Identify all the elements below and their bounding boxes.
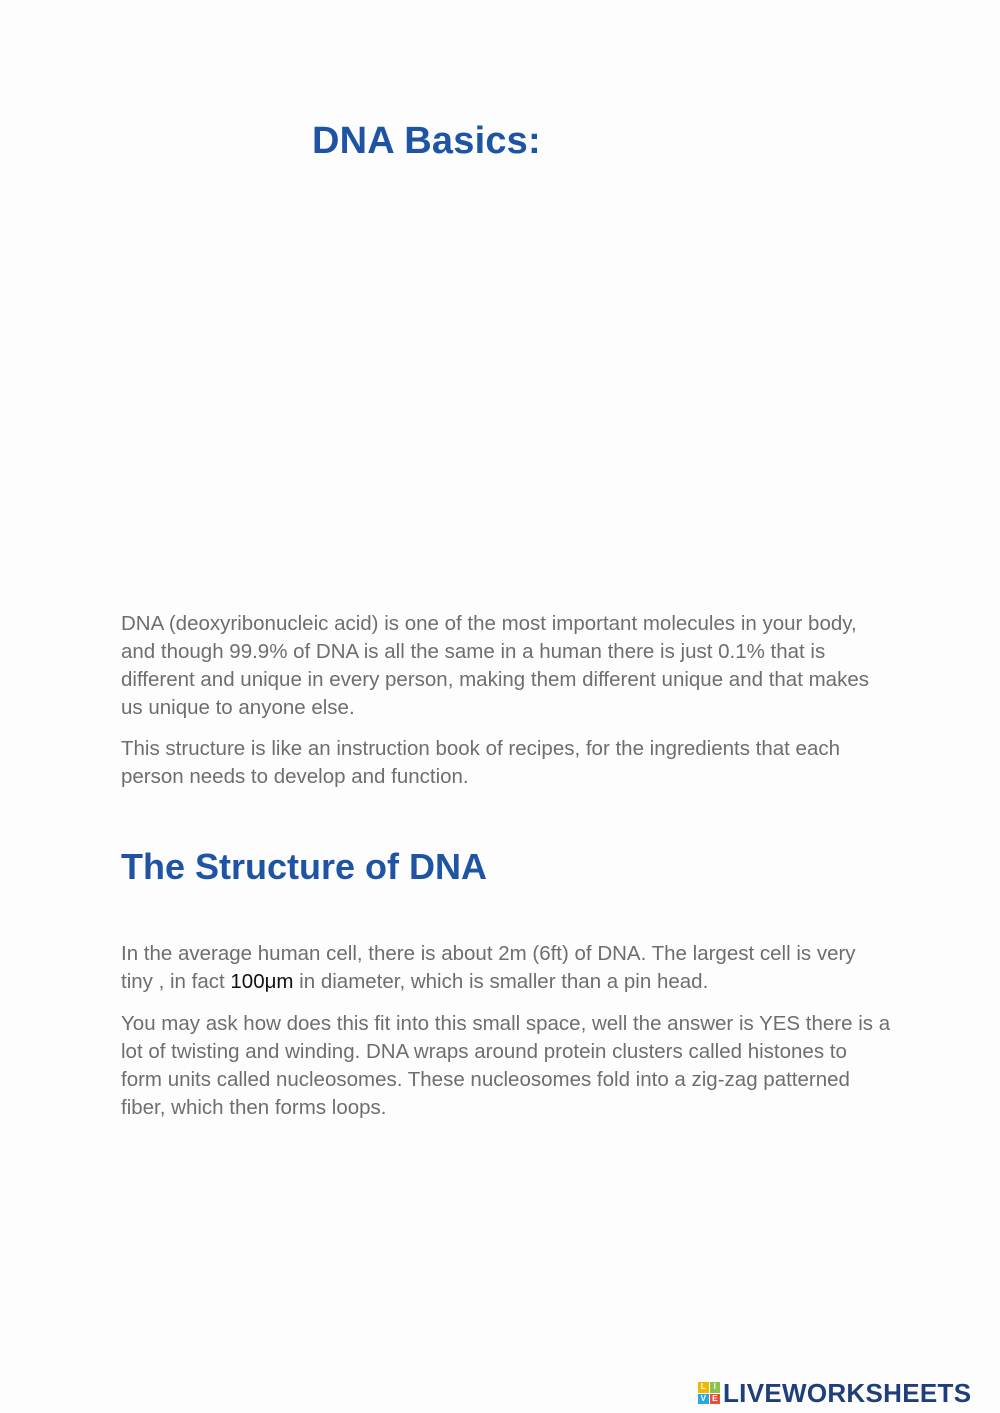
structure-paragraph-2: You may ask how does this fit into this small space, well the answer is YES there is a lot of twisting and winding. DNA wraps around protein clusters called histones to form units called nucleosomes. These nucleosomes fold into a zig-zag patterned fiber, which then forms loops. — [121, 1012, 891, 1119]
liveworksheets-logo-icon — [698, 1382, 720, 1404]
section-heading: The Structure of DNA — [121, 846, 488, 887]
cell-size-value: 100μm — [230, 970, 294, 993]
intro-paragraph-2: This structure is like an instruction book of recipes, for the ingredients that each person needs to develop and function. — [121, 737, 841, 788]
structure-paragraph-1-start: In the average human cell, there is about 2m (6ft) of DNA. The largest cell is very tiny , in fact — [121, 942, 856, 993]
brand-name: LIVEWORKSHEETS — [723, 1377, 972, 1408]
structure-paragraph-1 — [121, 940, 891, 996]
liveworksheets-brand — [698, 1378, 971, 1408]
logo-letter: E — [710, 1394, 721, 1405]
intro-paragraph-1: DNA (deoxyribonucleic acid) is one of the most important molecules in your body, and though 99.9% of DNA is all the same in a human there is just 0.1% that is different and unique in every person, making them different unique and that makes us unique to anyone else. — [121, 612, 869, 719]
logo-letter: L — [698, 1382, 709, 1393]
structure-paragraph-1-end: in diameter, which is smaller than a pin head. — [293, 970, 709, 993]
logo-letter: I — [710, 1382, 721, 1393]
page-title: DNA Basics: — [312, 120, 541, 162]
logo-letter: V — [698, 1394, 709, 1405]
